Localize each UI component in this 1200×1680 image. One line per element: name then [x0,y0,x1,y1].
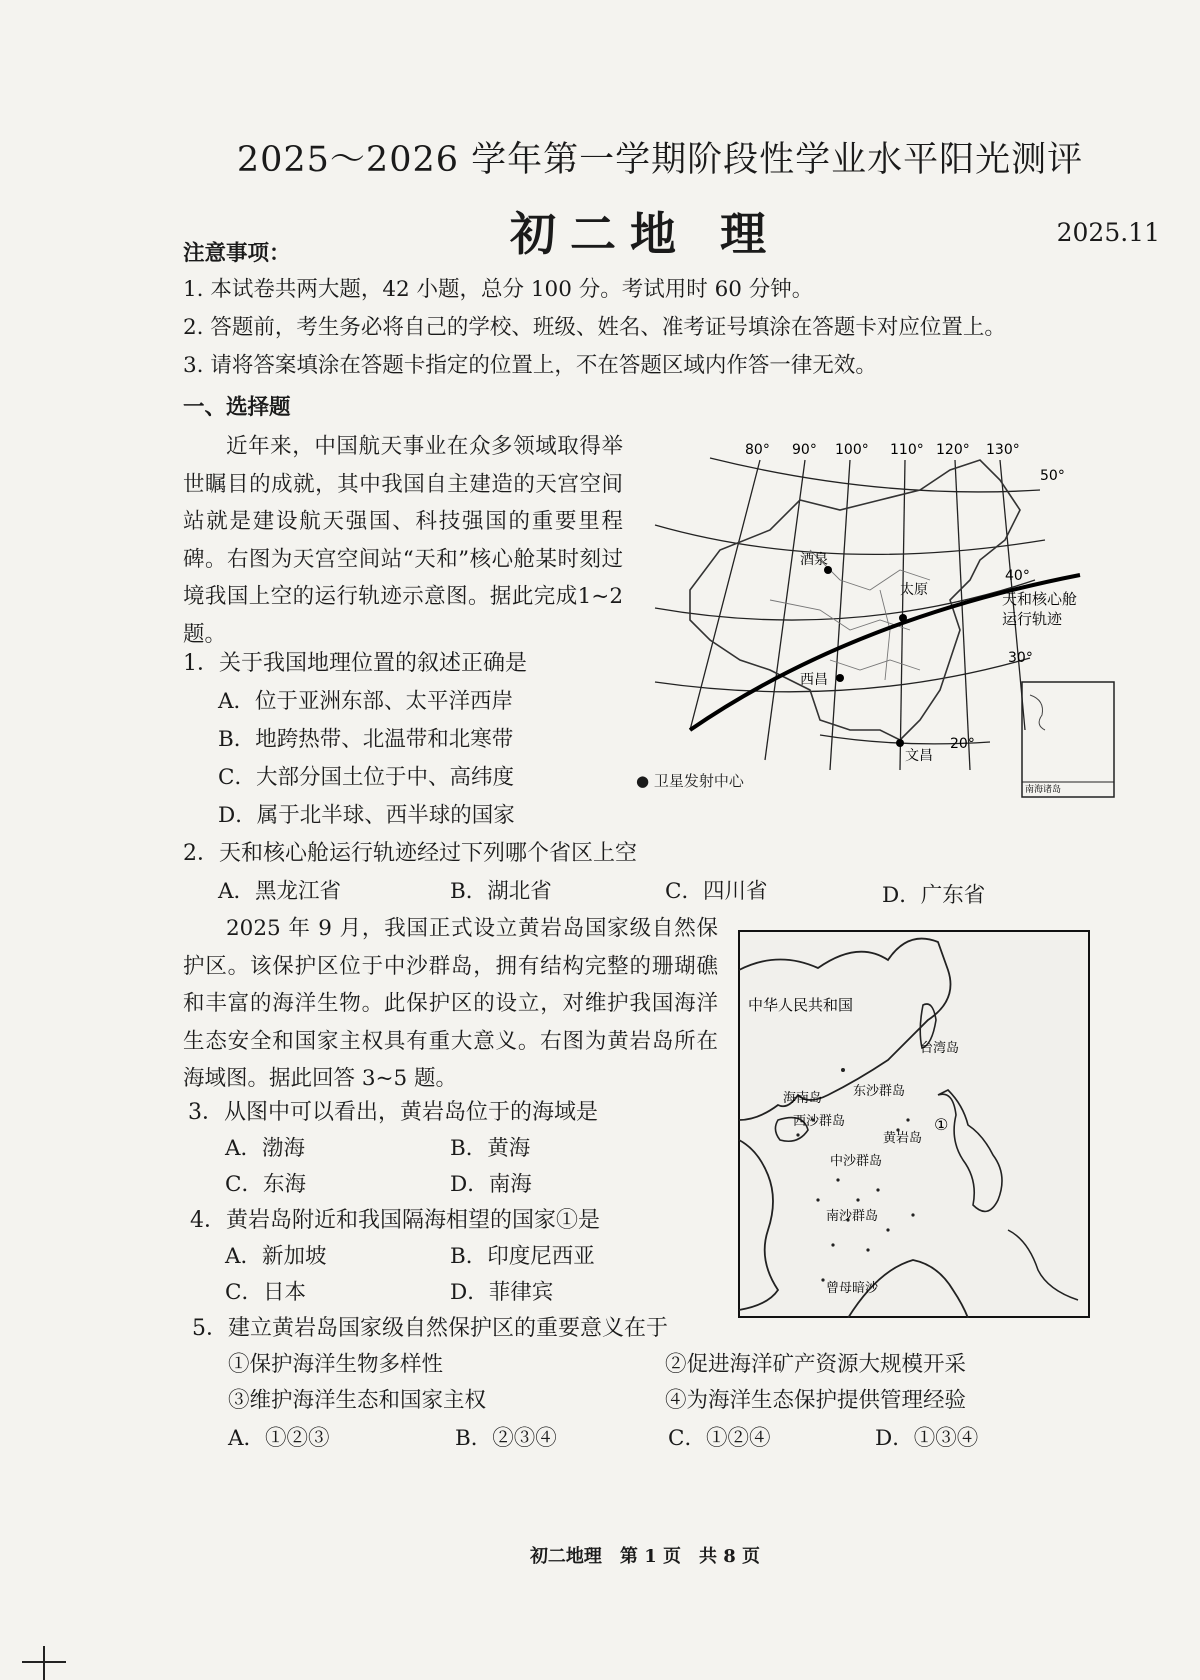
notice-item-3: 3. 请将答案填涂在答题卡指定的位置上，不在答题区域内作答一律无效。 [183,353,877,378]
q4-stem: 4．黄岩岛附近和我国隔海相望的国家①是 [190,1208,600,1233]
notice-item-2: 2. 答题前，考生务必将自己的学校、班级、姓名、准考证号填涂在答题卡对应位置上。 [183,315,1006,340]
legend-dot-icon: ● [636,772,650,790]
lat-line-45 [655,525,1045,554]
orbit-label-line1: 天和核心舱 [1002,590,1078,608]
label-zengmu: 曾母暗沙 [826,1281,879,1296]
inset-label: 南海诸岛 [1025,785,1062,795]
passage-2: 2025 年 9 月，我国正式设立黄岩岛国家级自然保护区。该保护区位于中沙群岛，拥有结构完整的珊瑚礁和丰富的海洋生物。此保护区的设立，对维护我国海洋生态安全和国家主权具有重大意义。右图为黄岩岛所在海域图。据此回答 3~5 题。 [183,916,718,1091]
q5-statement-4: ④为海洋生态保护提供管理经验 [665,1388,967,1413]
label-taiwan: 台湾岛 [920,1041,960,1056]
page-footer: 初二地理 第 1 页 共 8 页 [529,1546,761,1567]
south-china-sea-inset [1022,682,1114,797]
notice-heading: 注意事项： [183,241,291,266]
passage-1: 近年来，中国航天事业在众多领域取得举世瞩目的成就，其中我国自主建造的天宫空间站就是建设航天强国、科技强国的重要里程碑。右图为天宫空间站“天和”核心舱某时刻过境我国上空的运行轨迹示意图。据此完成1~2 题。 [183,434,623,647]
map-frame [739,931,1089,1317]
q5-option-a: A．①②③ [228,1426,330,1451]
lon-line-90 [765,460,805,760]
lon-label-100: 100° [835,442,869,458]
notice-item-1: 1. 本试卷共两大题，42 小题，总分 100 分。考试用时 60 分钟。 [183,277,814,302]
q4-option-d: D．菲律宾 [450,1280,554,1305]
q2-stem: 2．天和核心舱运行轨迹经过下列哪个省区上空 [183,841,637,866]
lat-label-50: 50° [1040,468,1065,484]
lon-label-80: 80° [745,442,770,458]
section-heading: 一、选择题 [183,395,291,420]
label-marker-1: ① [934,1115,949,1134]
place-wenchang: 文昌 [905,748,933,764]
map-legend [636,770,744,791]
q5-option-b: B．②③④ [455,1426,557,1451]
lat-label-20: 20° [950,736,975,752]
legend-text: 卫星发射中心 [653,772,744,790]
q5-stem: 5．建立黄岩岛国家级自然保护区的重要意义在于 [192,1316,668,1341]
q3-option-d: D．南海 [450,1172,532,1197]
q2-option-c: C．四川省 [665,879,768,904]
launch-center-xichang [836,674,844,682]
place-taiyuan: 太原 [900,582,928,598]
q2-option-d: D．广东省 [882,883,986,908]
crop-mark-icon [22,1642,66,1680]
lat-label-30: 30° [1008,650,1033,666]
orbit-label-line2: 运行轨迹 [1002,610,1063,628]
label-zhongsha: 中沙群岛 [830,1154,883,1169]
lon-label-130: 130° [986,442,1020,458]
q3-stem: 3．从图中可以看出，黄岩岛位于的海域是 [188,1100,598,1125]
lon-label-110: 110° [890,442,924,458]
launch-center-wenchang [896,739,904,747]
q4-option-a: A．新加坡 [225,1244,327,1269]
exam-title: 2025～2026 学年第一学期阶段性学业水平阳光测评 [236,140,1084,180]
q5-statement-3: ③维护海洋生态和国家主权 [228,1388,487,1413]
q2-option-a: A．黑龙江省 [218,879,342,904]
lon-label-120: 120° [936,442,970,458]
q5-statement-1: ①保护海洋生物多样性 [228,1352,444,1377]
place-xichang: 西昌 [800,672,828,688]
q3-option-a: A．渤海 [225,1136,306,1161]
label-dongsha: 东沙群岛 [853,1084,906,1099]
q1-option-c: C．大部分国土位于中、高纬度 [218,765,514,790]
label-prc: 中华人民共和国 [748,996,854,1014]
subject-title: 初二地 理 [509,207,780,261]
launch-center-taiyuan [899,614,907,622]
q5-option-c: C．①②④ [668,1426,771,1451]
orbit-map [650,430,1130,810]
label-huangyan: 黄岩岛 [883,1131,923,1146]
place-jiuquan: 酒泉 [800,552,828,568]
q1-option-a: A．位于亚洲东部、太平洋西岸 [218,689,514,714]
label-nansha: 南沙群岛 [826,1209,879,1224]
huangyan-map [738,930,1090,1318]
label-xisha: 西沙群岛 [793,1114,846,1129]
q5-statement-2: ②促进海洋矿产资源大规模开采 [665,1352,967,1377]
lon-label-90: 90° [792,442,817,458]
q3-option-b: B．黄海 [450,1136,531,1161]
label-hainan: 海南岛 [783,1091,823,1106]
q4-option-b: B．印度尼西亚 [450,1244,595,1269]
q1-option-b: B．地跨热带、北温带和北寒带 [218,727,514,752]
q5-option-d: D．①③④ [875,1426,979,1451]
lat-label-40: 40° [1005,568,1030,584]
lon-line-120 [955,460,970,770]
q4-option-c: C．日本 [225,1280,306,1305]
q2-option-b: B．湖北省 [450,879,552,904]
q3-option-c: C．东海 [225,1172,306,1197]
exam-date: 2025.11 [1056,218,1160,247]
q1-stem: 1．关于我国地理位置的叙述正确是 [183,651,527,676]
q1-option-d: D．属于北半球、西半球的国家 [218,803,515,828]
